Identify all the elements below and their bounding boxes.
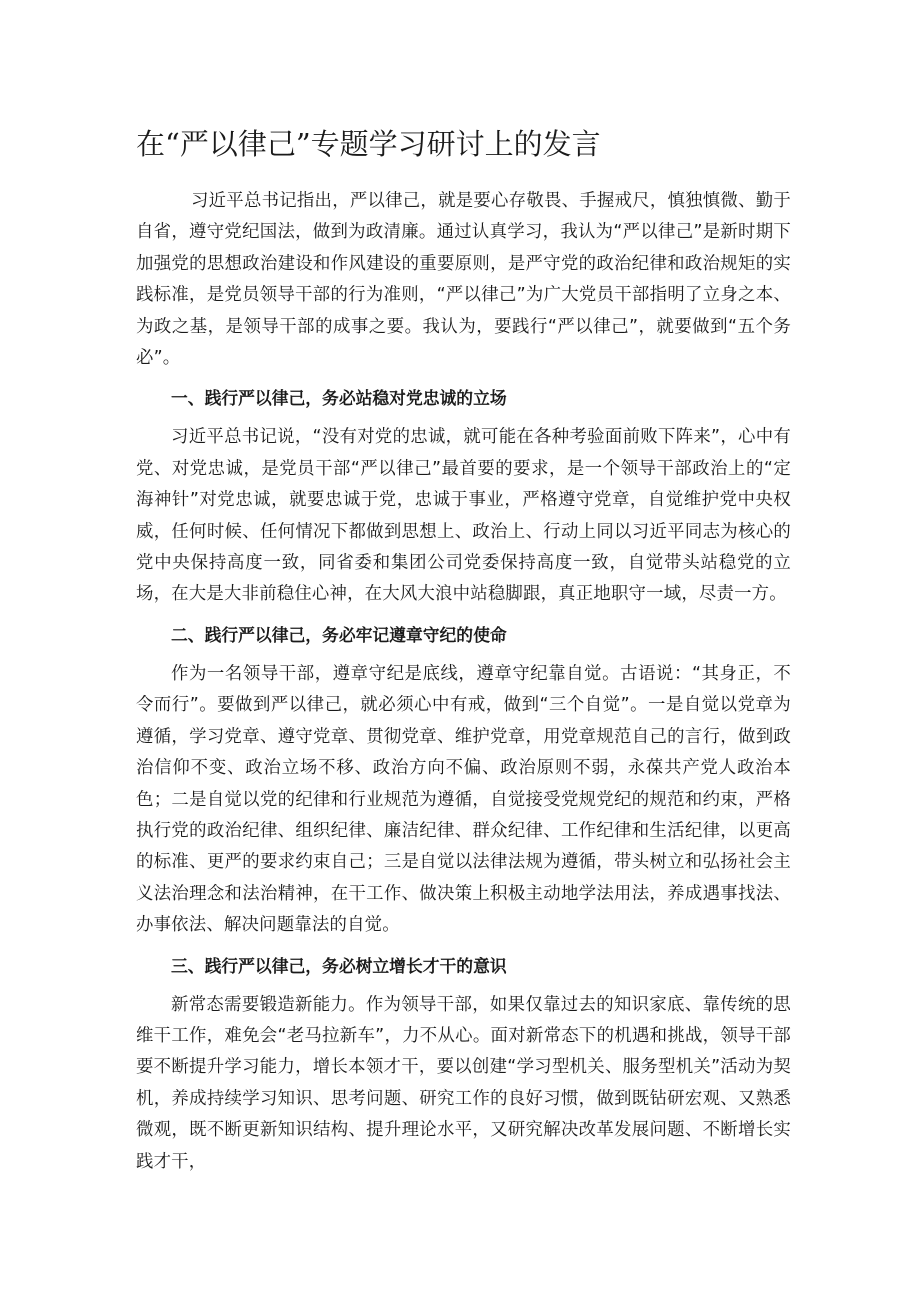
section-heading-3: 三、践行严以律己，务必树立增长才干的意识	[171, 955, 507, 976]
section-heading-2: 二、践行严以律己，务必牢记遵章守纪的使命	[171, 624, 507, 645]
section-paragraph-2: 作为一名领导干部，遵章守纪是底线，遵章守纪靠自觉。古语说：“其身正，不令而行”。要做到严以律己，就必须心中有戒，做到“三个自觉”。一是自觉以党章为遵循，学习党章、遵守党章、贯彻党章、维护党章，用党章规范自己的言行，做到政治信仰不变、政治立场不移、政治方向不偏、政治原则不弱，永葆共产党人政治本色；二是自觉以党的纪律和行业规范为遵循，自觉接受党规党纪的规范和约束，严格执行党的政治纪律、组织纪律、廉洁纪律、群众纪律、工作纪律和生活纪律，以更高的标准、更严的要求约束自己；三是自觉以法律法规为遵循，带头树立和弘扬社会主义法治理念和法治精神，在干工作、做决策上积极主动地学法用法，养成遇事找法、办事依法、解决问题靠法的自觉。	[136, 663, 791, 936]
document-title: 在“严以律己”专题学习研讨上的发言	[136, 127, 601, 161]
section-paragraph-1: 习近平总书记说，“没有对党的忠诚，就可能在各种考验面前败下阵来”，心中有党、对党忠诚，是党员干部“严以律己”最首要的要求，是一个领导干部政治上的“定海神针”对党忠诚，就要忠诚于党，忠诚于事业，严格遵守党章，自觉维护党中央权威，任何时候、任何情况下都做到思想上、政治上、行动上同以习近平同志为核心的党中央保持高度一致，同省委和集团公司党委保持高度一致，自觉带头站稳党的立场，在大是大非前稳住心神，在大风大浪中站稳脚跟，真正地职守一域，尽责一方。	[136, 427, 791, 605]
intro-paragraph: 习近平总书记指出，严以律己，就是要心存敬畏、手握戒尺，慎独慎微、勤于自省，遵守党纪国法，做到为政清廉。通过认真学习，我认为“严以律己”是新时期下加强党的思想政治建设和作风建设的重要原则，是严守党的政治纪律和政治规矩的实践标准，是党员领导干部的行为准则，“严以律己”为广大党员干部指明了立身之本、为政之基，是领导干部的成事之要。我认为，要践行“严以律己”，就要做到“五个务必”。	[136, 191, 791, 369]
section-heading-1: 一、践行严以律己，务必站稳对党忠诚的立场	[171, 388, 507, 409]
document-body	[136, 186, 791, 1180]
section-paragraph-3: 新常态需要锻造新能力。作为领导干部，如果仅靠过去的知识家底、靠传统的思维干工作，难免会“老马拉新车”，力不从心。面对新常态下的机遇和挑战，领导干部要不断提升学习能力，增长本领才干，要以创建“学习型机关、服务型机关”活动为契机，养成持续学习知识、思考问题、研究工作的良好习惯，做到既钻研宏观、又熟悉微观，既不断更新知识结构、提升理论水平，又研究解决改革发展问题、不断增长实践才干，	[136, 994, 791, 1172]
